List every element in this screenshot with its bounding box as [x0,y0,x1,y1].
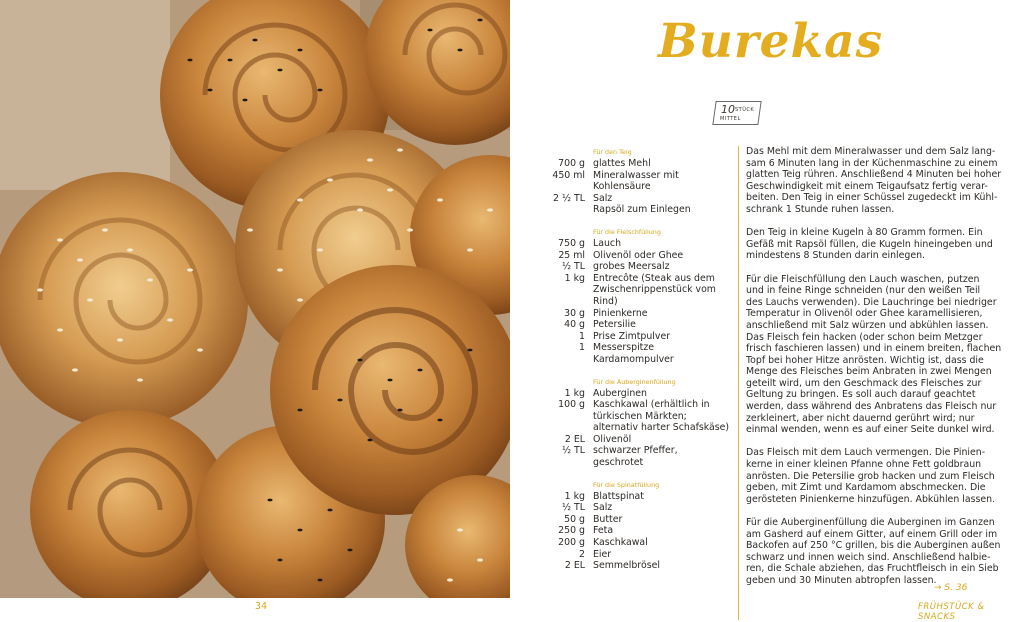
ingredient-name: Messerspitze [593,342,655,354]
ingredient-row [545,502,735,514]
method-line: schrank 1 Stunde ruhen lassen. [746,203,895,215]
ingredient-name: Olivenöl [593,433,632,445]
ingredient-name: Eier [593,548,612,560]
ingredient-name: Auberginen [593,387,647,399]
ingredient-row [545,445,735,457]
ingredient-amount: 1 kg [564,490,585,502]
method-line: Für die Fleischfüllung den Lauch waschen, putzen [746,273,980,285]
ingredient-amount: 30 g [564,307,585,319]
ingredient-name: Kaschkawal (erhältlich in [593,399,710,411]
method-line: geteilt wird, um den Geschmack des Fleisches zur [746,377,982,389]
column-divider [738,146,739,620]
ingredient-name: geschrotet [593,457,644,469]
method-line: schwarz und innen weich sind. Anschließend halbie- [746,551,991,563]
pastry-left [0,172,248,428]
ingredient-row [545,273,735,285]
ingredient-name: Kaschkawal [593,537,648,549]
method-line: und in feine Ringe schneiden (nur den weißen Teil [746,285,981,297]
method-line: geben, mit Zimt und Kardamom abschmecken. Die [746,482,986,494]
yield-badge [714,101,760,125]
ingredient-amount: 200 g [558,537,585,549]
ingredient-row [545,457,735,469]
badge-count: 10 [721,103,735,116]
method-paragraph [746,517,1001,587]
ingredient-name: Rapsöl zum Einlegen [593,204,691,216]
method-paragraph [746,447,994,505]
ingredient-amount [545,354,593,366]
ingredient-row [545,491,735,503]
method-paragraph [746,227,994,262]
ingredient-amount: 1 [579,330,585,342]
ingredient-name: Salz [593,502,613,514]
ingredient-group-title: Für den Teig [593,148,632,156]
ingredient-name: Pinienkerne [593,307,648,319]
ingredient-row [545,181,735,193]
ingredient-amount [545,411,593,423]
ingredient-group-title: Für die Fleischfüllung [593,227,661,236]
ingredient-amount: 250 g [558,525,585,537]
ingredient-row [545,354,735,366]
page-bottom-margin [0,598,1020,621]
ingredient-row [545,261,735,273]
ingredient-amount: 50 g [564,513,585,525]
ingredient-name: Zwischenrippenstück vom Rind) [593,284,716,307]
ingredient-name: Butter [593,513,623,525]
badge-difficulty: MITTEL [720,116,741,122]
ingredient-name: grobes Meersalz [593,261,670,273]
method-line: Für die Auberginenfüllung die Auberginen im Ganzen [746,517,995,528]
ingredient-row [545,342,735,354]
ingredient-amount [545,284,593,307]
method-line: Gefäß mit Rapsöl füllen, die Kugeln hineingeben und [746,238,993,250]
ingredient-group [545,479,735,572]
ingredient-amount: ½ TL [561,445,585,457]
ingredient-amount: ½ TL [561,502,585,514]
ingredient-amount [545,204,593,216]
cross-reference: → S. 36 [934,583,968,593]
method-line: Das Fleisch mit dem Lauch vermengen. Die Pinien- [746,447,986,459]
method-paragraph [746,273,1002,436]
method-line: Geschwindigkeit mit einem Teigaufsatz fertig verar- [746,180,988,192]
ingredient-row [545,238,735,250]
method-line: beiten. Den Teig in einer Schüssel zugedeckt im Kühl- [746,192,998,204]
method-text [746,146,1002,598]
method-line: frisch faschieren lassen) und in einem breiten, flachen [746,343,1002,355]
method-line: zerkleinert, aber nicht dauernd gerührt wird; nur [746,412,975,424]
method-line: gerösteten Pinienkerne hinzufügen. Abkühlen lassen. [746,493,996,505]
method-line: des Lauchs verwenden). Die Lauchringe bei niedriger [746,296,997,308]
method-line: einmal wenden, wenn es auf einer Seite dunkel wird. [746,424,995,436]
ingredients-list [545,146,735,582]
ingredient-amount: 100 g [558,399,585,411]
ingredient-group-title: Für die Auberginenfüllung [593,377,676,386]
ingredient-amount: 2 [579,548,585,560]
ingredient-name: schwarzer Pfeffer, [593,445,678,457]
ingredient-row [545,514,735,526]
ingredient-row [545,331,735,343]
method-line: glatten Teig rühren. Anschließend 4 Minuten bei hoher [746,169,1002,181]
method-line: am Gasherd auf einem Gitter, auf einem Grill oder im [746,528,998,540]
ingredient-amount [545,457,593,469]
method-line: mindestens 8 Stunden darin einlegen. [746,250,926,262]
ingredient-name: Feta [593,525,614,537]
ingredient-name: Kardamompulver [593,353,674,365]
ingredient-group [545,226,735,366]
method-line: Den Teig in kleine Kugeln à 80 Gramm formen. Ein [746,227,983,239]
ingredient-row [545,284,735,307]
ingredient-amount: 1 kg [564,387,585,399]
ingredient-name: Kohlensäure [593,181,651,193]
ingredient-amount: 2 ½ TL [553,192,585,204]
burekas-photo [0,0,510,598]
ingredient-row [545,193,735,205]
ingredient-name: Petersilie [593,319,636,331]
ingredient-row [545,434,735,446]
ingredient-row [545,204,735,216]
ingredient-group [545,146,735,216]
ingredient-amount: ½ TL [561,261,585,273]
ingredient-amount: 1 [579,342,585,354]
ingredient-name: glattes Mehl [593,158,651,169]
ingredient-name: Prise Zimtpulver [593,330,671,342]
method-line: Backofen auf 250 °C grillen, bis die Auberginen außen [746,540,1001,552]
ingredient-amount: 2 EL [564,433,585,445]
ingredient-row [545,422,735,434]
method-line: Temperatur in Olivenöl oder Ghee karamellisieren, [746,308,983,320]
ingredient-row [545,250,735,262]
ingredient-amount [545,422,593,434]
ingredient-row [545,388,735,400]
ingredient-row [545,537,735,549]
ingredient-row [545,549,735,561]
method-line: Das Fleisch fein hacken (oder schon beim Metzger [746,331,983,343]
ingredient-amount: 25 ml [558,249,585,261]
ingredient-name: Entrecôte (Steak aus dem [593,272,715,284]
ingredient-name: alternativ harter Schafskäse) [593,422,730,434]
ingredient-name: Blattspinat [593,490,644,502]
ingredient-amount: 750 g [558,237,585,249]
ingredient-name: türkischen Märkten; [593,410,687,422]
method-line: anrösten. Die Petersilie grob hacken und zum Fleisch [746,470,995,482]
ingredient-name: Olivenöl oder Ghee [593,249,684,261]
ingredient-group [545,376,735,469]
method-line: Menge des Fleisches beim Anbraten in zwei Mengen [746,366,992,378]
ingredient-row [545,308,735,320]
ingredient-amount: 2 EL [564,560,585,572]
ingredient-amount: 40 g [564,319,585,331]
method-line: ren, die Schale abziehen, das Fruchtfleisch in ein Sieb [746,563,999,575]
ingredient-row [545,319,735,331]
method-line: kerne in einer kleinen Pfanne ohne Fett goldbraun [746,459,982,471]
method-line: Geltung zu bringen. Es soll auch darauf geachtet [746,389,976,401]
ingredient-group-title: Für die Spinatfüllung [593,480,660,489]
ingredient-row [545,525,735,537]
ingredient-name: Mineralwasser mit [593,169,679,181]
method-line: geben und 30 Minuten abtropfen lassen. [746,574,937,586]
ingredient-row [545,560,735,572]
ingredient-amount [545,181,593,193]
ingredient-row [545,411,735,423]
ingredient-name: Semmelbrösel [593,560,660,572]
recipe-title: Burekas [658,14,884,69]
ingredient-name: Lauch [593,237,622,249]
ingredient-row [545,170,735,182]
method-line: sam 6 Minuten lang in der Küchenmaschine zu einem [746,157,998,169]
ingredient-amount: 1 kg [564,272,585,284]
method-line: Das Mehl mit dem Mineralwasser und dem Salz lang- [746,146,996,157]
ingredient-row [545,399,735,411]
footer-category: FRÜHSTÜCK & SNACKS [918,602,985,622]
ingredient-name: Salz [593,192,613,204]
page-number: 34 [255,601,268,612]
method-line: werden, dass während des Anbratens das Fleisch nur [746,401,997,413]
ingredient-amount: 700 g [558,158,585,169]
ingredient-row [545,158,735,170]
method-line: anschließend mit Salz würzen und abkühlen lassen. [746,319,989,331]
method-paragraph [746,146,1002,216]
method-line: Topf bei hoher Hitze anrösten. Wichtig ist, dass die [746,354,984,366]
ingredient-amount: 450 ml [552,169,585,181]
badge-unit: STÜCK [735,107,755,113]
